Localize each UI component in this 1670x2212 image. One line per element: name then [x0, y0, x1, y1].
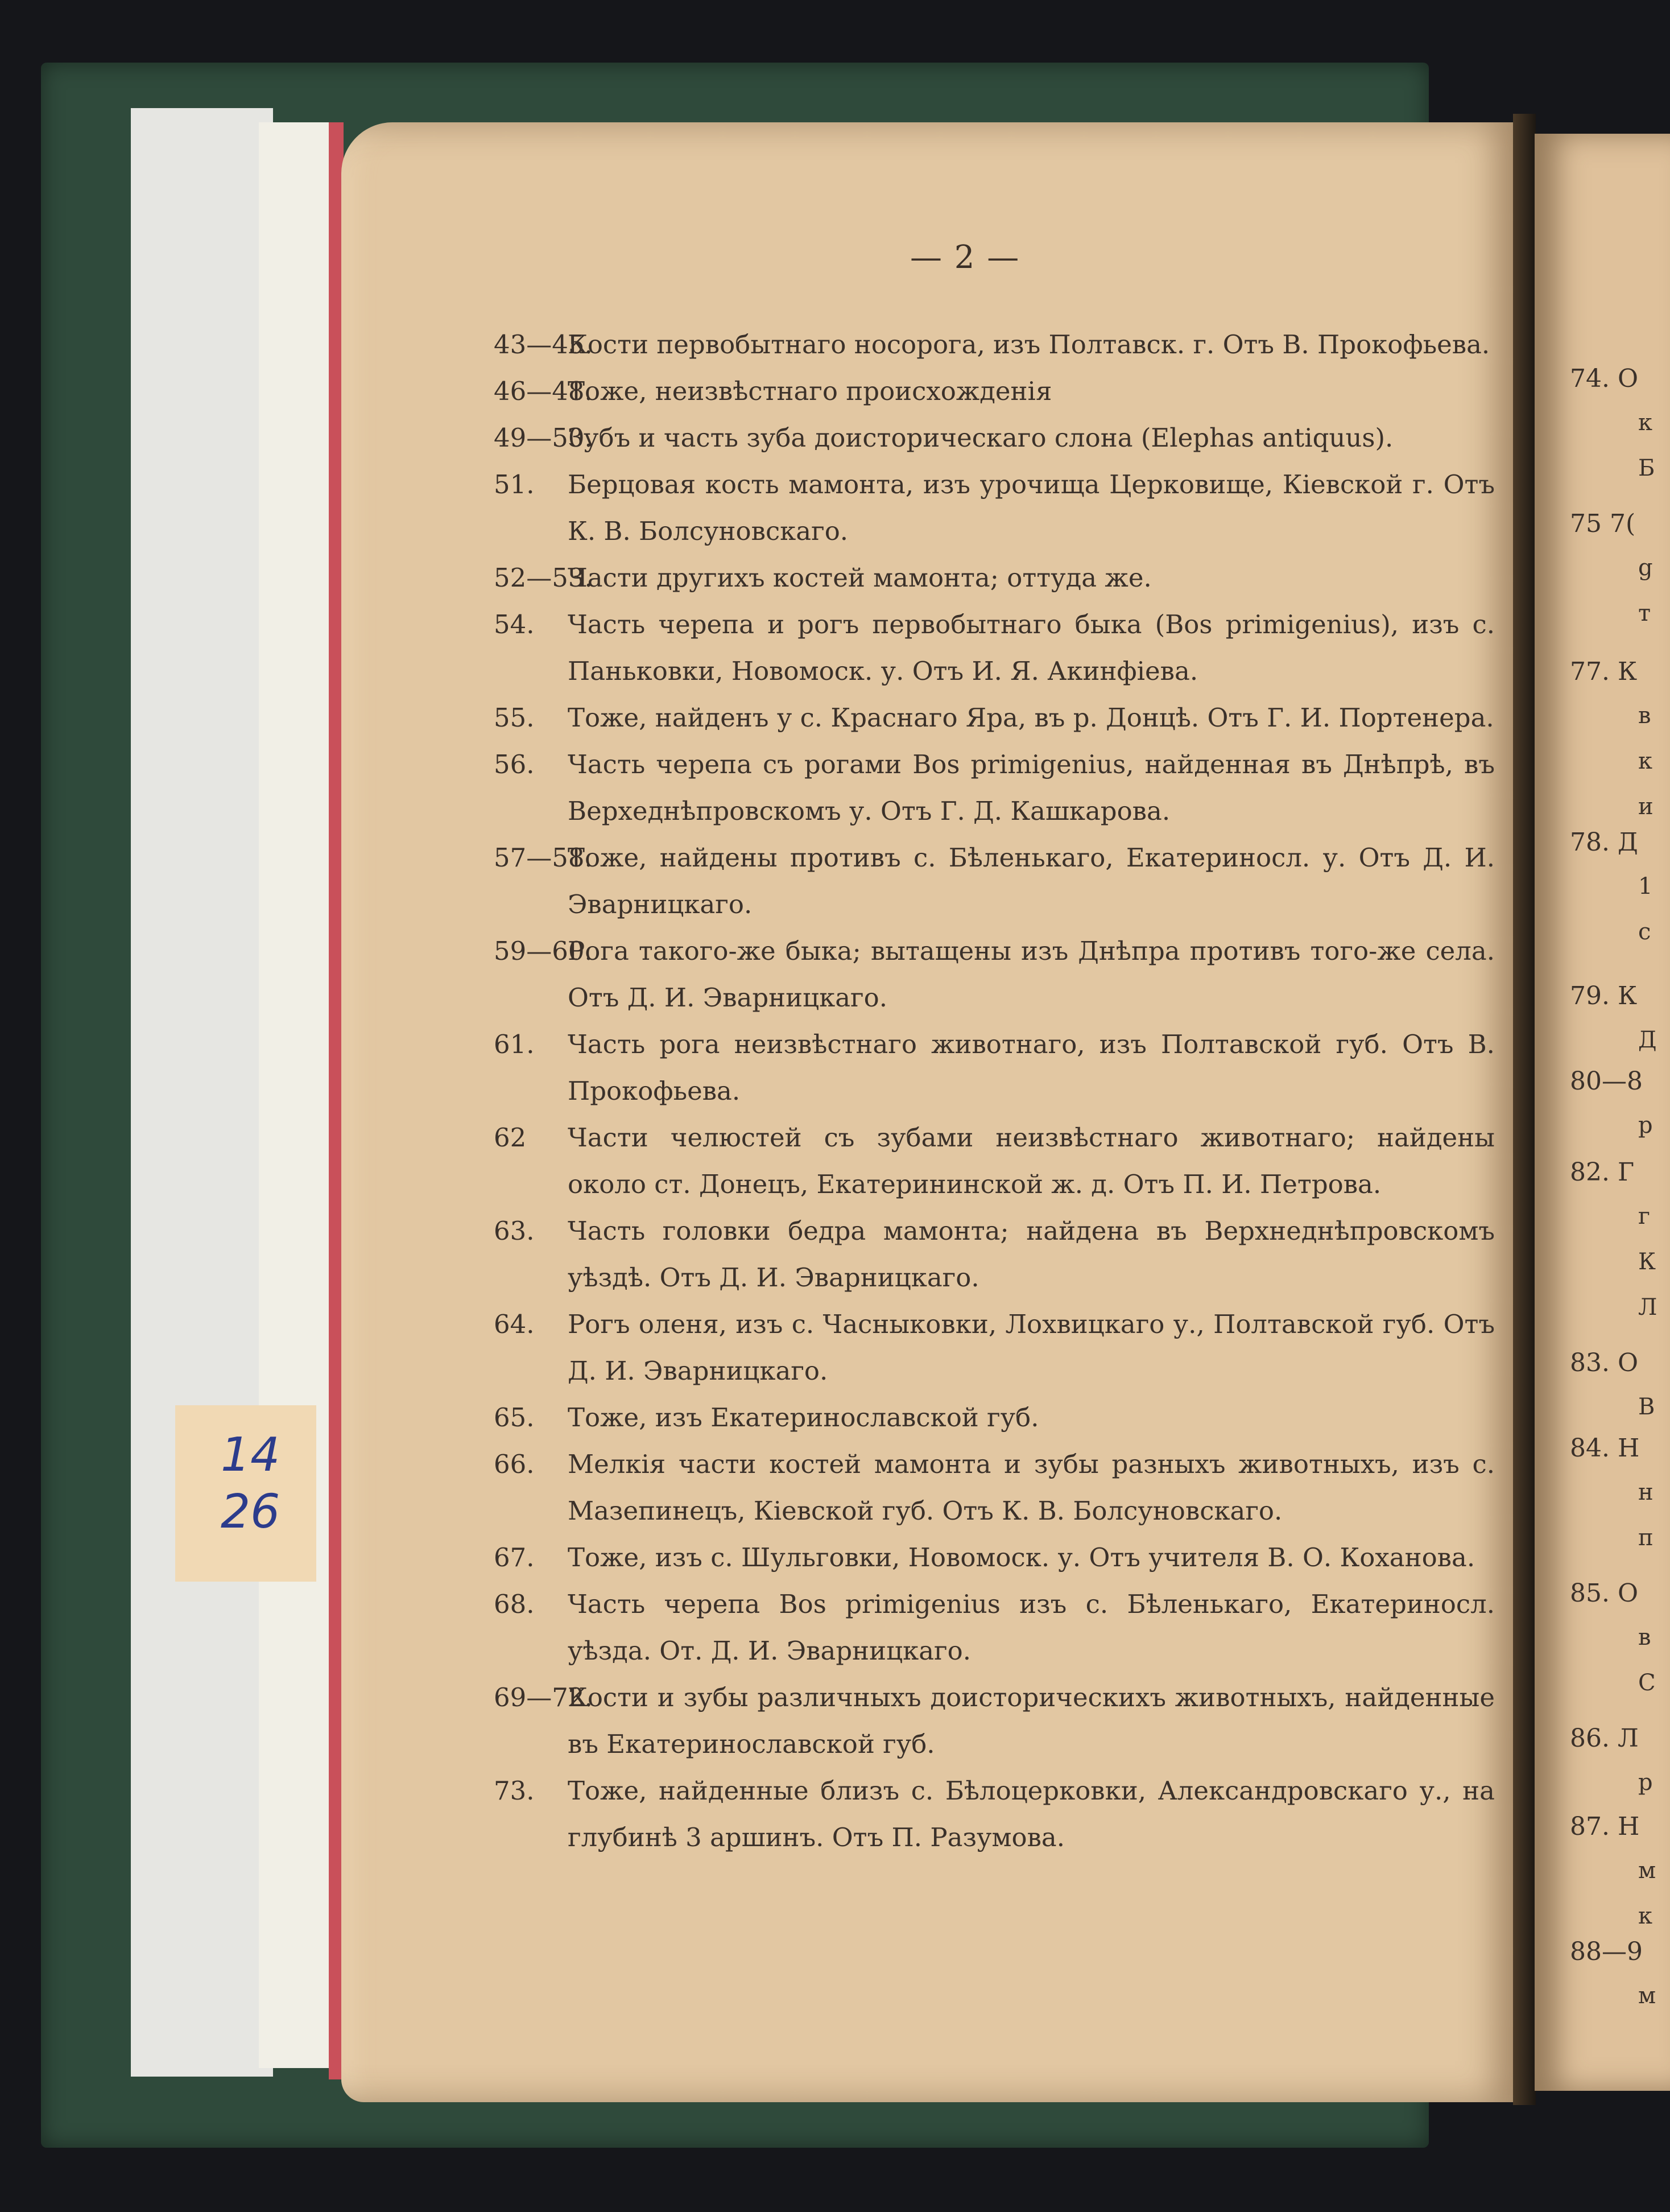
right-page-fragment: м — [1638, 1858, 1656, 1884]
entry-text: Тоже, найдены противъ с. Бѣленькаго, Екатериносл. у. Отъ Д. И. Эварницкаго. — [568, 843, 1495, 919]
right-page-item: 74. О — [1570, 364, 1639, 393]
entry-number: 56. — [494, 749, 535, 779]
entry-number: 51. — [494, 469, 535, 500]
right-page-item: 82. Г — [1570, 1158, 1635, 1187]
right-page-item: 84. Н — [1570, 1434, 1640, 1463]
right-page-fragment: в — [1638, 1624, 1651, 1650]
entry-text: Тоже, найденные близъ с. Бѣлоцерковки, Александровскаго у., на глубинѣ 3 аршинъ. Отъ П. Разумова. — [568, 1776, 1495, 1852]
right-page-fragment: н — [1638, 1479, 1654, 1505]
entry-number: 46—48. — [494, 376, 593, 406]
shelf-label-line1: 14 — [221, 1428, 280, 1482]
right-page-fragment: Л — [1638, 1294, 1657, 1320]
catalog-entry — [494, 601, 1495, 695]
entry-number: 66. — [494, 1449, 535, 1479]
entry-number: 65. — [494, 1402, 535, 1433]
right-page-fragment: п — [1638, 1525, 1654, 1551]
entry-number: 59—60. — [494, 936, 593, 966]
entry-text: Рога такого-же быка; вытащены изъ Днѣпра противъ того-же села. Отъ Д. И. Эварницкаго. — [568, 936, 1495, 1013]
endpaper-inner — [259, 122, 338, 2068]
right-page-fragment: 1 — [1638, 873, 1653, 899]
entry-text: Мелкія части костей мамонта и зубы разныхъ животныхъ, изъ с. Мазепинецъ, Кіевской губ. Отъ К. В. Болсуновскаго. — [568, 1449, 1495, 1526]
right-page-item: 78. Д — [1570, 828, 1638, 857]
entry-number: 43—45. — [494, 329, 593, 360]
right-page-fragment: К — [1638, 1249, 1656, 1275]
right-page-fragment: р — [1638, 1112, 1653, 1138]
right-page-fragment: г — [1638, 1203, 1650, 1229]
right-page-item: 88—9 — [1570, 1937, 1643, 1966]
catalog-entry — [494, 1115, 1495, 1208]
entry-text: Кости и зубы различныхъ доисторическихъ животныхъ, найденные въ Екатеринославской губ. — [568, 1682, 1495, 1759]
right-page-fragment: Б — [1638, 455, 1655, 481]
right-page-text — [1570, 364, 1670, 2042]
entry-text: Часть черепа съ рогами Bos primigenius, найденная въ Днѣпрѣ, въ Верхеднѣпровскомъ у. Отъ Г. Д. Кашкарова. — [568, 749, 1495, 826]
right-page-item: 75 7( — [1570, 509, 1636, 538]
entry-number: 64. — [494, 1309, 535, 1339]
entry-number: 62 — [494, 1122, 527, 1153]
entry-number: 68. — [494, 1589, 535, 1619]
catalog-entry — [494, 321, 1495, 368]
entry-text: Часть рога неизвѣстнаго животнаго, изъ Полтавской губ. Отъ В. Прокофьева. — [568, 1029, 1495, 1106]
entry-number: 49—50. — [494, 423, 593, 453]
entry-number: 73. — [494, 1776, 535, 1806]
entry-number: 67. — [494, 1542, 535, 1573]
right-page-fragment: С — [1638, 1670, 1656, 1696]
catalog-entry — [494, 368, 1495, 415]
entry-number: 52—53. — [494, 563, 593, 593]
catalog-entry — [494, 555, 1495, 601]
right-page-item: 87. Н — [1570, 1812, 1640, 1841]
catalog-entry — [494, 1301, 1495, 1394]
shelf-label — [175, 1405, 316, 1582]
entry-number: 69—72. — [494, 1682, 593, 1712]
catalog-entry — [494, 461, 1495, 555]
entry-text: Тоже, изъ Екатеринославской губ. — [568, 1402, 1039, 1433]
entry-text: Часть черепа Bos primigenius изъ с. Бѣленькаго, Екатериносл. уѣзда. От. Д. И. Эварницкаго. — [568, 1589, 1495, 1666]
entry-number: 54. — [494, 609, 535, 639]
right-page-item: 85. О — [1570, 1579, 1639, 1608]
entry-text: Части другихъ костей мамонта; оттуда же. — [568, 563, 1152, 593]
right-page-fragment: к — [1638, 748, 1652, 774]
right-page-fragment: к — [1638, 410, 1652, 436]
right-page-fragment: и — [1638, 794, 1654, 820]
entry-text: Часть черепа и рогъ первобытнаго быка (Bos primigenius), изъ с. Паньковки, Новомоск. у. Отъ И. Я. Акинфіева. — [568, 609, 1495, 686]
catalog-entry — [494, 835, 1495, 928]
right-page-fragment: В — [1638, 1394, 1655, 1420]
entry-number: 55. — [494, 703, 535, 733]
right-page-fragment: м — [1638, 1983, 1656, 2009]
right-page-fragment: т — [1638, 600, 1651, 626]
entry-text: Зубъ и часть зуба доисторическаго слона (Elephas antiquus). — [568, 423, 1394, 453]
entry-text: Тоже, изъ с. Шульговки, Новомоск. у. Отъ учителя В. О. Коханова. — [568, 1542, 1475, 1573]
catalog-entry — [494, 1021, 1495, 1115]
entry-text: Тоже, неизвѣстнаго происхожденія — [568, 376, 1052, 406]
right-page-item: 80—8 — [1570, 1067, 1643, 1096]
catalog-entry — [494, 1534, 1495, 1581]
catalog-entry — [494, 1581, 1495, 1674]
catalog-entry — [494, 928, 1495, 1021]
right-page-fragment: с — [1638, 919, 1651, 945]
catalog-entry — [494, 695, 1495, 741]
endpaper — [131, 108, 273, 2077]
entry-text: Берцовая кость мамонта, изъ урочища Церковище, Кіевской г. Отъ К. В. Болсуновскаго. — [568, 469, 1495, 546]
right-page-item: 77. К — [1570, 657, 1638, 686]
catalog-entry — [494, 1768, 1495, 1861]
catalog-entry — [494, 741, 1495, 835]
entry-number: 61. — [494, 1029, 535, 1059]
right-page-fragment: в — [1638, 703, 1651, 729]
catalog-entry — [494, 1674, 1495, 1768]
right-page-item: 79. К — [1570, 981, 1638, 1010]
right-page-fragment: р — [1638, 1769, 1653, 1796]
book-gutter — [1513, 114, 1536, 2105]
right-page-fragment: Д — [1638, 1027, 1657, 1053]
catalog-entries — [494, 321, 1495, 1861]
entry-text: Часть головки бедра мамонта; найдена въ Верхнеднѣпровскомъ уѣздѣ. Отъ Д. И. Эварницкаго. — [568, 1216, 1495, 1293]
page-number: — 2 — — [910, 239, 1020, 276]
right-page-fragment: g — [1638, 555, 1653, 581]
entry-text: Части челюстей съ зубами неизвѣстнаго животнаго; найдены около ст. Донецъ, Екатерининской ж. д. Отъ П. И. Петрова. — [568, 1122, 1495, 1199]
catalog-entry — [494, 1394, 1495, 1441]
right-page-fragment: к — [1638, 1903, 1652, 1929]
entry-text: Рогъ оленя, изъ с. Часныковки, Лохвицкаго у., Полтавской губ. Отъ Д. И. Эварницкаго. — [568, 1309, 1495, 1386]
catalog-entry — [494, 415, 1495, 461]
right-page-item: 83. О — [1570, 1348, 1639, 1377]
shelf-label-line2: 26 — [221, 1485, 280, 1539]
catalog-entry — [494, 1441, 1495, 1534]
catalog-entry — [494, 1208, 1495, 1301]
entry-text: Кости первобытнаго носорога, изъ Полтавск. г. Отъ В. Прокофьева. — [568, 329, 1490, 360]
entry-text: Тоже, найденъ у с. Краснаго Яра, въ р. Донцѣ. Отъ Г. И. Портенера. — [568, 703, 1494, 733]
right-page-item: 86. Л — [1570, 1724, 1639, 1753]
entry-number: 57—58. — [494, 843, 593, 873]
entry-number: 63. — [494, 1216, 535, 1246]
